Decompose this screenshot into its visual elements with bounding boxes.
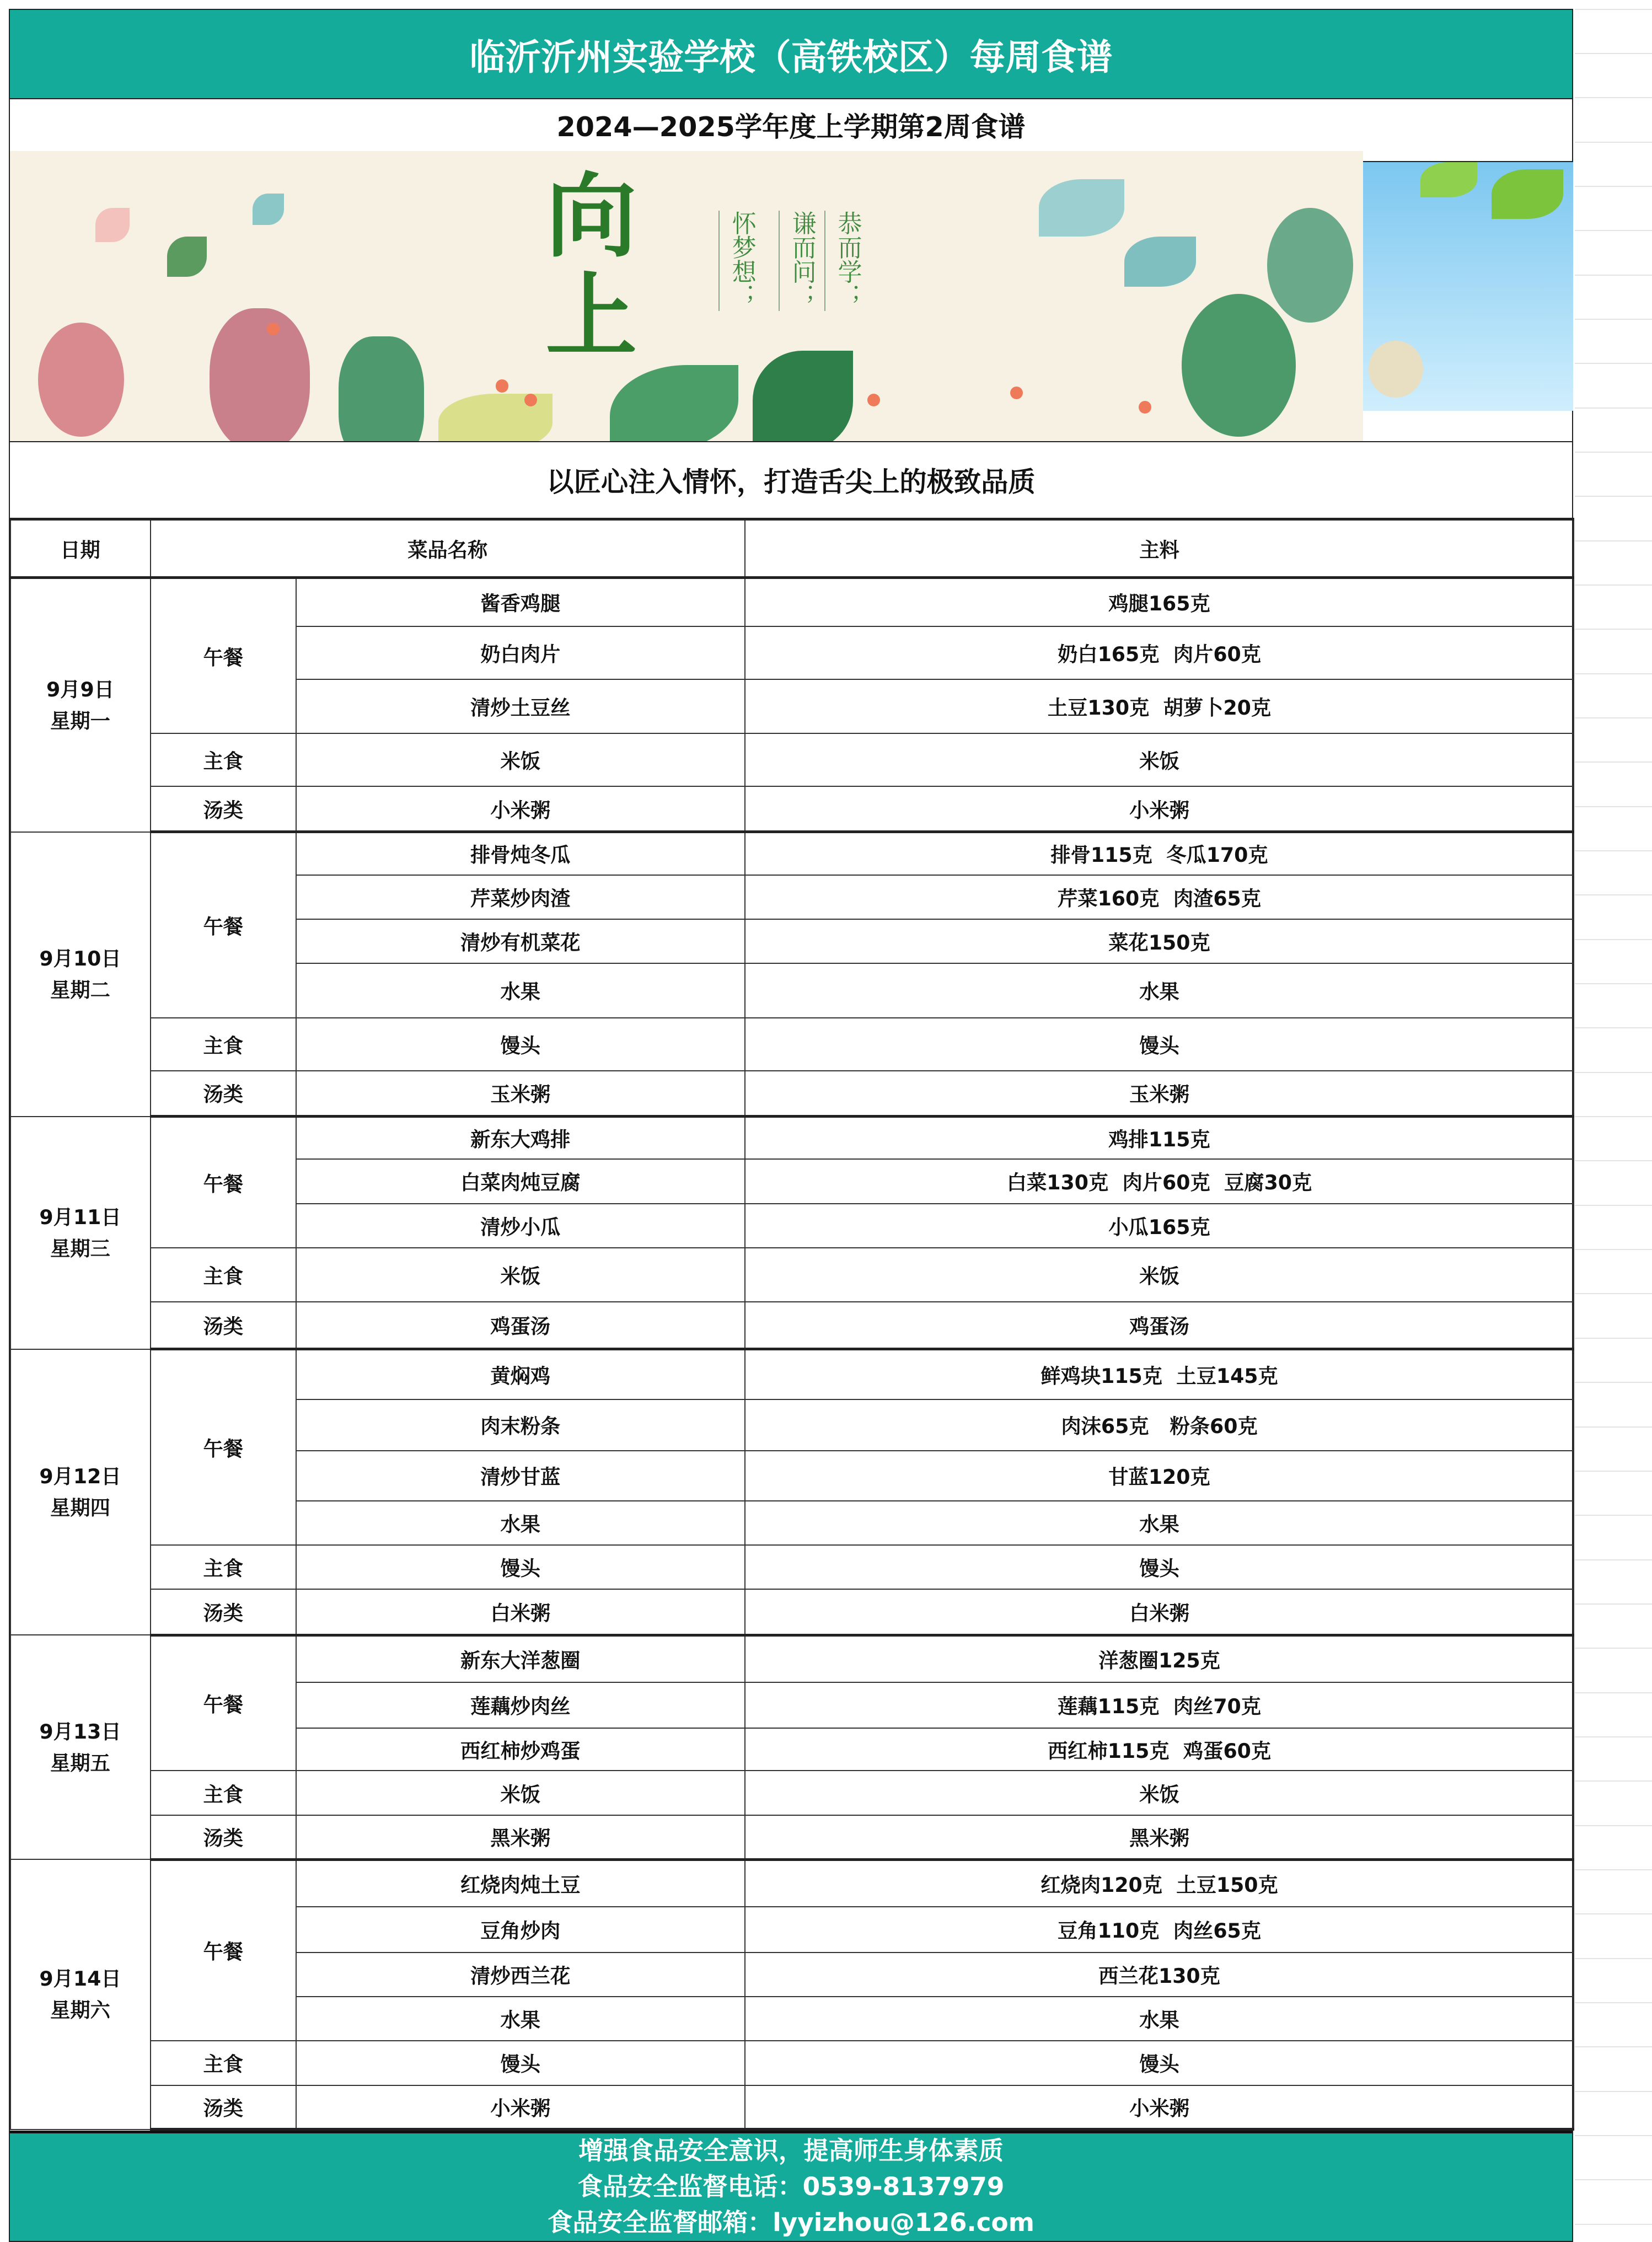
meal-type-cell: 午餐 bbox=[151, 832, 296, 1018]
ingredient-cell: 馒头 bbox=[745, 1545, 1574, 1589]
meal-type-cell: 主食 bbox=[151, 733, 296, 786]
table-row bbox=[10, 1071, 1574, 1117]
sheet-gridline bbox=[1575, 1559, 1652, 1560]
sheet-gridline bbox=[1575, 1426, 1652, 1428]
dish-name-cell: 馒头 bbox=[296, 2041, 745, 2085]
dish-name-cell: 馒头 bbox=[296, 1018, 745, 1071]
sheet-gridline bbox=[1575, 363, 1652, 364]
dish-name-cell: 米饭 bbox=[296, 733, 745, 786]
meal-type-cell: 汤类 bbox=[151, 1815, 296, 1859]
sheet-gridline bbox=[1575, 1027, 1652, 1028]
table-row bbox=[10, 1545, 1574, 1589]
ingredient-cell: 菜花150克 bbox=[745, 919, 1574, 963]
sheet-gridline bbox=[1575, 1958, 1652, 1959]
footer bbox=[10, 2131, 1573, 2240]
banner-poem-line: 怀梦想； bbox=[718, 211, 759, 310]
dish-name-cell: 馒头 bbox=[296, 1545, 745, 1589]
sheet-gridline bbox=[1575, 319, 1652, 320]
weekday-label: 星期三 bbox=[50, 1236, 110, 1261]
sheet-gridline bbox=[1575, 939, 1652, 940]
week-subtitle: 2024—2025学年度上学期第2周食谱 bbox=[556, 111, 1026, 143]
meal-type-cell: 午餐 bbox=[151, 578, 296, 733]
ingredient-cell: 土豆130克 胡萝卜20克 bbox=[745, 679, 1574, 733]
sheet-gridline bbox=[1575, 53, 1652, 54]
sheet-gridline bbox=[1575, 673, 1652, 674]
dish-name-cell: 清炒有机菜花 bbox=[296, 919, 745, 963]
dish-name-cell: 清炒小瓜 bbox=[296, 1204, 745, 1248]
meal-type-cell: 主食 bbox=[151, 1771, 296, 1815]
banner-char-2: 上 bbox=[545, 262, 637, 371]
meal-type-cell: 汤类 bbox=[151, 786, 296, 832]
dish-name-cell: 黄焖鸡 bbox=[296, 1349, 745, 1399]
sheet-gridline bbox=[1575, 407, 1652, 409]
banner-poem-line: 恭而学； bbox=[824, 211, 865, 310]
meal-type-cell: 汤类 bbox=[151, 1589, 296, 1635]
footer-slogan: 增强食品安全意识，提高师生身体素质 bbox=[578, 2136, 1004, 2166]
table-row bbox=[10, 1117, 1574, 1160]
ingredient-cell: 馒头 bbox=[745, 2041, 1574, 2085]
dish-name-cell: 清炒西兰花 bbox=[296, 1953, 745, 1997]
ingredient-cell: 白菜130克 肉片60克 豆腐30克 bbox=[745, 1159, 1574, 1203]
ingredient-cell: 小米粥 bbox=[745, 786, 1574, 832]
sheet-gridline bbox=[1575, 1515, 1652, 1516]
dish-name-cell: 新东大鸡排 bbox=[296, 1117, 745, 1160]
date-label: 9月14日 bbox=[39, 1966, 121, 1991]
table-row bbox=[10, 1771, 1574, 1815]
dish-name-cell: 水果 bbox=[296, 1501, 745, 1545]
meal-type-cell: 主食 bbox=[151, 2041, 296, 2085]
dish-name-cell: 水果 bbox=[296, 1997, 745, 2041]
dish-name-cell: 酱香鸡腿 bbox=[296, 578, 745, 626]
sheet-gridline bbox=[1575, 2135, 1652, 2136]
dish-name-cell: 鸡蛋汤 bbox=[296, 1302, 745, 1349]
table-row bbox=[10, 1859, 1574, 1907]
sheet-gridline bbox=[1575, 761, 1652, 763]
slogan: 以匠心注入情怀，打造舌尖上的极致品质 bbox=[10, 441, 1573, 518]
dish-name-cell: 白菜肉炖豆腐 bbox=[296, 1159, 745, 1203]
meal-type-cell: 午餐 bbox=[151, 1859, 296, 2041]
dish-name-cell: 芹菜炒肉渣 bbox=[296, 875, 745, 919]
ingredient-cell: 莲藕115克 肉丝70克 bbox=[745, 1682, 1574, 1728]
banner-image bbox=[10, 151, 1363, 441]
sheet-gridline bbox=[1575, 806, 1652, 807]
ingredient-cell: 馒头 bbox=[745, 1018, 1574, 1071]
dish-name-cell: 小米粥 bbox=[296, 786, 745, 832]
meal-type-cell: 汤类 bbox=[151, 1071, 296, 1117]
sheet-gridline bbox=[1575, 2179, 1652, 2180]
table-row bbox=[10, 1635, 1574, 1682]
sheet-gridline bbox=[1575, 540, 1652, 541]
dish-name-cell: 奶白肉片 bbox=[296, 626, 745, 679]
sheet-gridline bbox=[1575, 1825, 1652, 1826]
ingredient-cell: 鸡腿165克 bbox=[745, 578, 1574, 626]
sheet-gridline bbox=[1575, 9, 1652, 10]
sheet-gridline bbox=[1575, 1736, 1652, 1737]
date-label: 9月9日 bbox=[46, 677, 115, 701]
table-row bbox=[10, 733, 1574, 786]
table-row bbox=[10, 832, 1574, 875]
dish-name-cell: 黑米粥 bbox=[296, 1815, 745, 1859]
header-dish: 菜品名称 bbox=[151, 519, 745, 577]
table-row bbox=[10, 1302, 1574, 1349]
meal-type-cell: 汤类 bbox=[151, 2085, 296, 2130]
dish-name-cell: 玉米粥 bbox=[296, 1071, 745, 1117]
sky-image bbox=[1363, 161, 1573, 411]
ingredient-cell: 西兰花130克 bbox=[745, 1953, 1574, 1997]
ingredient-cell: 米饭 bbox=[745, 733, 1574, 786]
sheet-gridline bbox=[1575, 983, 1652, 984]
banner-poem-line: 谦而问； bbox=[779, 211, 819, 310]
sheet-gridline bbox=[1575, 275, 1652, 276]
sheet-gridline bbox=[1575, 1160, 1652, 1161]
sheet-gridline bbox=[1575, 186, 1652, 187]
dish-name-cell: 豆角炒肉 bbox=[296, 1907, 745, 1953]
table-row bbox=[10, 1018, 1574, 1071]
ingredient-cell: 小瓜165克 bbox=[745, 1204, 1574, 1248]
weekday-label: 星期四 bbox=[50, 1496, 110, 1520]
dish-name-cell: 新东大洋葱圈 bbox=[296, 1635, 745, 1682]
ingredient-cell: 水果 bbox=[745, 1501, 1574, 1545]
sheet-gridline bbox=[1575, 584, 1652, 586]
ingredient-cell: 奶白165克 肉片60克 bbox=[745, 626, 1574, 679]
ingredient-cell: 水果 bbox=[745, 1997, 1574, 2041]
meal-type-cell: 午餐 bbox=[151, 1349, 296, 1545]
meal-type-cell: 午餐 bbox=[151, 1635, 296, 1771]
dish-name-cell: 小米粥 bbox=[296, 2085, 745, 2130]
banner bbox=[10, 151, 1573, 441]
sheet-gridline bbox=[1575, 1913, 1652, 1914]
ingredient-cell: 鸡蛋汤 bbox=[745, 1302, 1574, 1349]
sheet-gridline bbox=[1575, 1116, 1652, 1117]
ingredient-cell: 甘蓝120克 bbox=[745, 1451, 1574, 1501]
date-label: 9月11日 bbox=[39, 1205, 121, 1229]
ingredient-cell: 肉沫65克 粉条60克 bbox=[745, 1399, 1574, 1451]
ingredient-cell: 鲜鸡块115克 土豆145克 bbox=[745, 1349, 1574, 1399]
date-cell bbox=[10, 1635, 151, 1859]
ingredient-cell: 鸡排115克 bbox=[745, 1117, 1574, 1160]
sheet-gridline bbox=[1575, 2046, 1652, 2047]
sheet-gridline bbox=[1575, 496, 1652, 497]
sheet-gridline bbox=[1575, 452, 1652, 453]
table-row bbox=[10, 1815, 1574, 1859]
date-cell bbox=[10, 1117, 151, 1349]
dish-name-cell: 肉末粉条 bbox=[296, 1399, 745, 1451]
table-row bbox=[10, 2041, 1574, 2085]
table-row bbox=[10, 2085, 1574, 2130]
sheet-gridline bbox=[1575, 230, 1652, 231]
menu-table-container bbox=[9, 9, 1574, 2242]
ingredient-cell: 黑米粥 bbox=[745, 1815, 1574, 1859]
table-row bbox=[10, 1248, 1574, 1302]
table-row bbox=[10, 786, 1574, 832]
sheet-gridline bbox=[1575, 2224, 1652, 2225]
dish-name-cell: 米饭 bbox=[296, 1771, 745, 1815]
date-label: 9月10日 bbox=[39, 946, 121, 970]
menu-table bbox=[10, 518, 1575, 2131]
ingredient-cell: 玉米粥 bbox=[745, 1071, 1574, 1117]
ingredient-cell: 西红柿115克 鸡蛋60克 bbox=[745, 1728, 1574, 1771]
sheet-gridline bbox=[1575, 1249, 1652, 1250]
date-label: 9月12日 bbox=[39, 1465, 121, 1489]
ingredient-cell: 红烧肉120克 土豆150克 bbox=[745, 1859, 1574, 1907]
ingredient-cell: 小米粥 bbox=[745, 2085, 1574, 2130]
header-ingredient: 主料 bbox=[745, 519, 1574, 577]
dish-name-cell: 莲藕炒肉丝 bbox=[296, 1682, 745, 1728]
dish-name-cell: 米饭 bbox=[296, 1248, 745, 1302]
meal-type-cell: 主食 bbox=[151, 1018, 296, 1071]
sheet-gridline bbox=[1575, 142, 1652, 143]
date-cell bbox=[10, 1859, 151, 2130]
footer-phone: 食品安全监督电话：0539-8137979 bbox=[577, 2172, 1005, 2202]
dish-name-cell: 水果 bbox=[296, 963, 745, 1017]
dish-name-cell: 清炒土豆丝 bbox=[296, 679, 745, 733]
sheet-gridline bbox=[1575, 1692, 1652, 1693]
ingredient-cell: 芹菜160克 肉渣65克 bbox=[745, 875, 1574, 919]
dish-name-cell: 排骨炖冬瓜 bbox=[296, 832, 745, 875]
ingredient-cell: 排骨115克 冬瓜170克 bbox=[745, 832, 1574, 875]
page-title: 临沂沂州实验学校（高铁校区）每周食谱 bbox=[10, 10, 1573, 100]
date-cell bbox=[10, 832, 151, 1117]
sheet-gridline bbox=[1575, 1780, 1652, 1782]
globe-icon bbox=[1369, 341, 1423, 398]
ingredient-cell: 洋葱圈125克 bbox=[745, 1635, 1574, 1682]
weekday-label: 星期二 bbox=[50, 978, 110, 1002]
sheet-gridline bbox=[1575, 1471, 1652, 1472]
sheet-gridline bbox=[1575, 629, 1652, 630]
sheet-gridline bbox=[1575, 1603, 1652, 1605]
sheet-gridline bbox=[1575, 894, 1652, 895]
sheet-gridline bbox=[1575, 2091, 1652, 2092]
table-row bbox=[10, 1589, 1574, 1635]
date-cell bbox=[10, 578, 151, 832]
dish-name-cell: 白米粥 bbox=[296, 1589, 745, 1635]
ingredient-cell: 米饭 bbox=[745, 1771, 1574, 1815]
header-date: 日期 bbox=[10, 519, 151, 577]
sheet-gridline bbox=[1575, 717, 1652, 718]
dish-name-cell: 红烧肉炖土豆 bbox=[296, 1859, 745, 1907]
dish-name-cell: 西红柿炒鸡蛋 bbox=[296, 1728, 745, 1771]
sheet-gridline bbox=[1575, 1869, 1652, 1870]
dish-name-cell: 清炒甘蓝 bbox=[296, 1451, 745, 1501]
banner-char-1: 向 bbox=[545, 162, 637, 270]
table-row bbox=[10, 578, 1574, 626]
sheet-gridline bbox=[1575, 1205, 1652, 1206]
sheet-gridline bbox=[1575, 1648, 1652, 1649]
ingredient-cell: 米饭 bbox=[745, 1248, 1574, 1302]
sheet-gridline bbox=[1575, 1338, 1652, 1339]
sheet-gridline bbox=[1575, 1293, 1652, 1294]
sheet-gridline bbox=[1575, 850, 1652, 851]
table-row bbox=[10, 1349, 1574, 1399]
ingredient-cell: 水果 bbox=[745, 963, 1574, 1017]
weekday-label: 星期六 bbox=[50, 1998, 110, 2022]
meal-type-cell: 主食 bbox=[151, 1545, 296, 1589]
ingredient-cell: 白米粥 bbox=[745, 1589, 1574, 1635]
sheet-gridline bbox=[1575, 97, 1652, 98]
meal-type-cell: 主食 bbox=[151, 1248, 296, 1302]
meal-type-cell: 汤类 bbox=[151, 1302, 296, 1349]
sheet-gridline bbox=[1575, 1072, 1652, 1073]
ingredient-cell: 豆角110克 肉丝65克 bbox=[745, 1907, 1574, 1953]
date-label: 9月13日 bbox=[39, 1719, 121, 1744]
meal-type-cell: 午餐 bbox=[151, 1117, 296, 1248]
footer-email: 食品安全监督邮箱：lyyizhou@126.com bbox=[548, 2207, 1034, 2237]
sheet-gridline bbox=[1575, 2002, 1652, 2003]
sheet-gridline bbox=[1575, 1382, 1652, 1383]
weekday-label: 星期一 bbox=[50, 709, 110, 733]
weekday-label: 星期五 bbox=[50, 1751, 110, 1775]
date-cell bbox=[10, 1349, 151, 1635]
